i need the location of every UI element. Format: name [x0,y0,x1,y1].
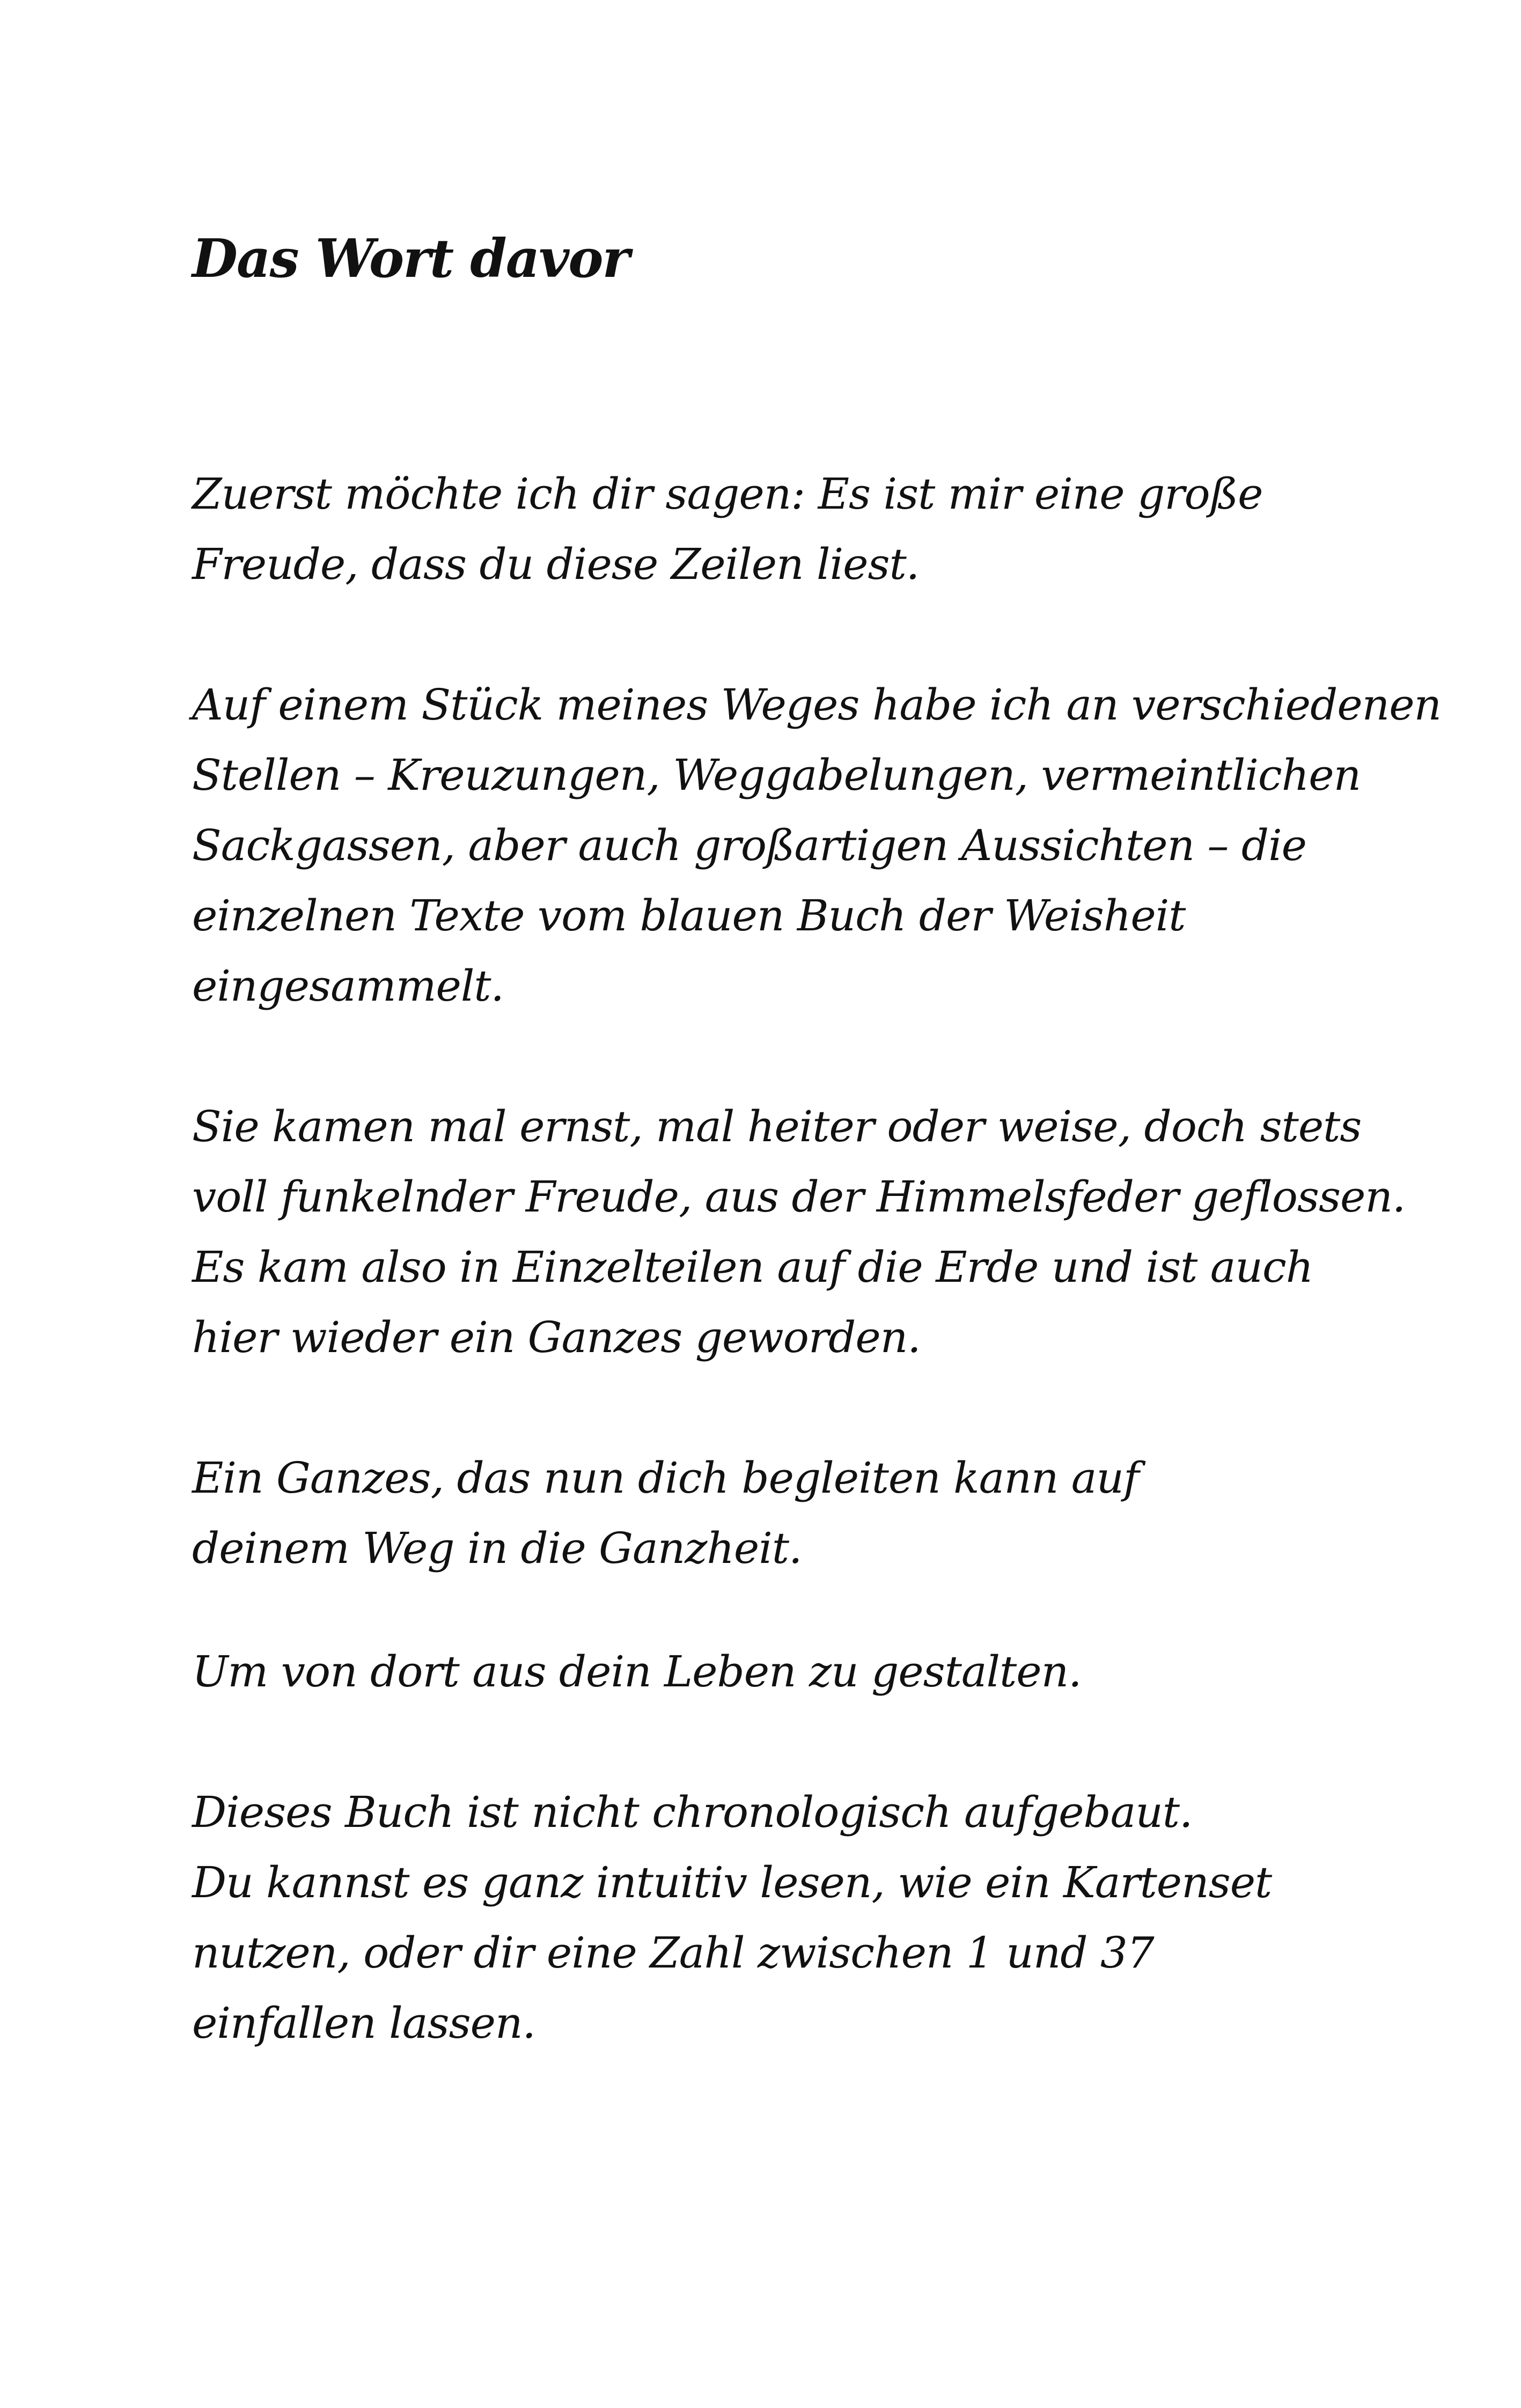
text-line: Freude, dass du diese Zeilen liest. [192,539,920,589]
text-line: voll funkelnder Freude, aus der Himmelsfeder geflossen. [192,1172,1406,1222]
text-line: Auf einem Stück meines Weges habe ich an verschiedenen [192,680,1442,730]
text-line: Stellen – Kreuzungen, Weggabelungen, vermeintlichen [192,750,1361,800]
paragraph-life [192,1636,1426,1707]
text-line: Sie kamen mal ernst, mal heiter oder weise, doch stets [192,1102,1362,1151]
text-line: Es kam also in Einzelteilen auf die Erde und ist auch [192,1242,1313,1292]
text-line: deinem Weg in die Ganzheit. [192,1523,802,1573]
paragraph-whole [192,1443,1426,1583]
text-line: Du kannst es ganz intuitiv lesen, wie ein Kartenset [192,1858,1272,1907]
body-text [192,459,1442,2058]
text-line: nutzen, oder dir eine Zahl zwischen 1 und 37 [192,1928,1154,1978]
text-line: Um von dort aus dein Leben zu gestalten. [192,1647,1082,1697]
text-line: eingesammelt. [192,961,504,1011]
paragraph-intro [192,459,1426,599]
text-line: Sackgassen, aber auch großartigen Aussichten – die [192,820,1306,870]
text-line: einfallen lassen. [192,1998,535,2048]
page-title: Das Wort davor [192,228,629,290]
text-line: Zuerst möchte ich dir sagen: Es ist mir eine große [192,469,1263,519]
paragraph-journey [192,670,1442,1021]
text-line: Dieses Buch ist nicht chronologisch aufgebaut. [192,1787,1193,1837]
text-line: hier wieder ein Ganzes geworden. [192,1312,921,1362]
text-line: Ein Ganzes, das nun dich begleiten kann auf [192,1453,1139,1503]
text-line: einzelnen Texte vom blauen Buch der Weisheit [192,891,1186,941]
paragraph-origin [192,1091,1426,1372]
paragraph-usage [192,1777,1426,2058]
